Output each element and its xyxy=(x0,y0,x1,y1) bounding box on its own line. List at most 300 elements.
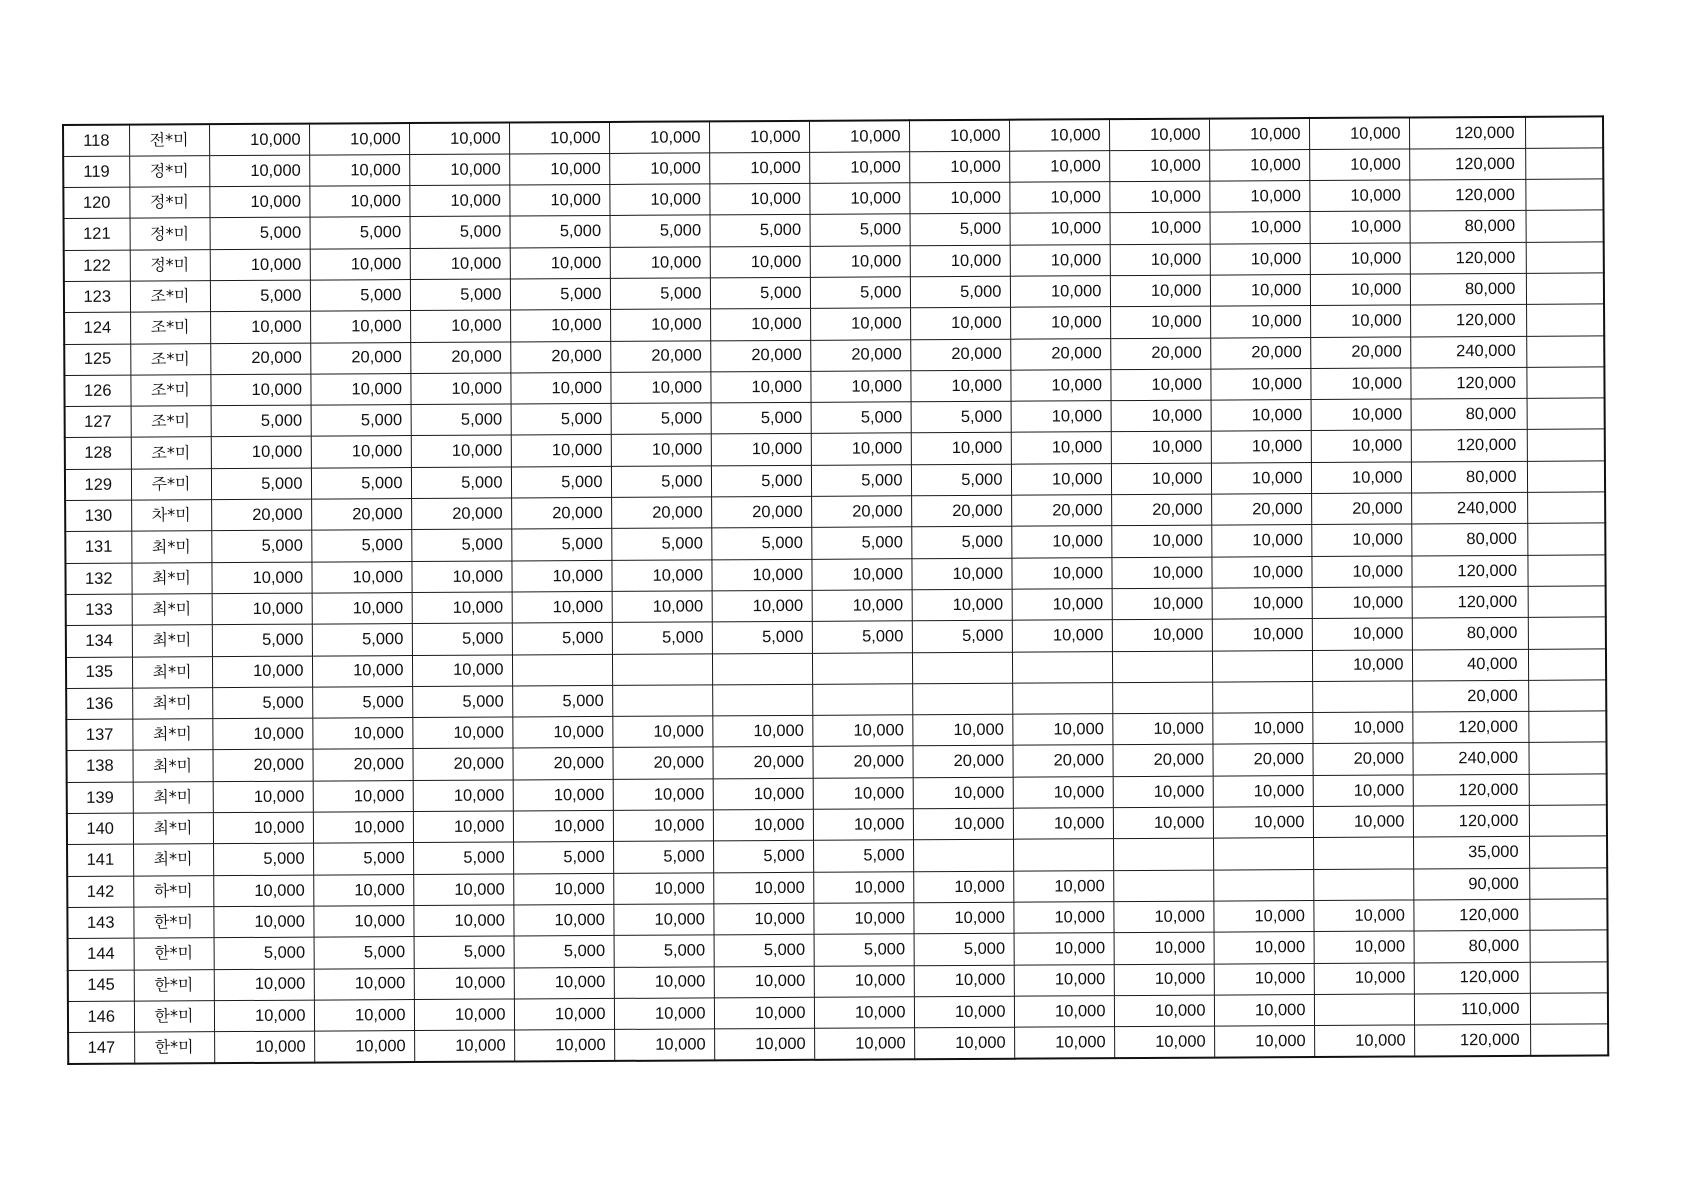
row-number-cell: 146 xyxy=(68,1001,134,1033)
monthly-amount-cell: 5,000 xyxy=(711,465,811,497)
monthly-amount-cell: 10,000 xyxy=(1013,776,1113,808)
monthly-amount-cell: 5,000 xyxy=(511,404,611,436)
monthly-amount-cell: 10,000 xyxy=(1010,307,1110,339)
row-number-cell: 123 xyxy=(64,281,130,313)
row-number-cell: 129 xyxy=(65,469,131,501)
monthly-amount-cell: 20,000 xyxy=(710,340,810,372)
row-number-cell: 141 xyxy=(67,844,133,876)
monthly-amount-cell: 10,000 xyxy=(411,561,511,593)
monthly-amount-cell: 10,000 xyxy=(309,123,409,155)
monthly-amount-cell: 10,000 xyxy=(1013,870,1113,902)
monthly-amount-cell: 10,000 xyxy=(1010,244,1110,276)
monthly-amount-cell: 10,000 xyxy=(409,185,509,217)
monthly-amount-cell xyxy=(812,684,912,716)
monthly-amount-cell: 10,000 xyxy=(414,968,514,1000)
remarks-cell xyxy=(1527,555,1605,587)
monthly-amount-cell: 10,000 xyxy=(1111,400,1211,432)
monthly-amount-cell: 10,000 xyxy=(1113,807,1213,839)
monthly-amount-cell: 10,000 xyxy=(910,245,1010,277)
donor-name-cell: 정*미 xyxy=(129,187,209,219)
monthly-amount-cell: 10,000 xyxy=(1211,556,1311,588)
monthly-amount-cell: 10,000 xyxy=(1314,962,1414,994)
remarks-cell xyxy=(1527,523,1605,555)
monthly-amount-cell: 20,000 xyxy=(612,747,712,779)
monthly-amount-cell xyxy=(512,654,612,686)
remarks-cell xyxy=(1526,335,1604,367)
monthly-amount-cell: 10,000 xyxy=(210,249,310,281)
row-number-cell: 127 xyxy=(65,406,131,438)
monthly-amount-cell: 5,000 xyxy=(210,280,310,312)
monthly-amount-cell: 10,000 xyxy=(509,153,609,185)
remarks-cell xyxy=(1529,899,1607,931)
monthly-amount-cell: 20,000 xyxy=(1212,744,1312,776)
monthly-amount-cell: 5,000 xyxy=(211,405,311,437)
monthly-amount-cell: 5,000 xyxy=(210,218,310,250)
monthly-amount-cell: 10,000 xyxy=(1014,964,1114,996)
monthly-amount-cell: 10,000 xyxy=(210,374,310,406)
monthly-amount-cell: 10,000 xyxy=(1010,213,1110,245)
row-number-cell: 126 xyxy=(64,375,130,407)
monthly-amount-cell: 20,000 xyxy=(1010,338,1110,370)
monthly-amount-cell: 10,000 xyxy=(1110,275,1210,307)
monthly-amount-cell: 10,000 xyxy=(312,718,412,750)
monthly-amount-cell: 10,000 xyxy=(710,371,810,403)
monthly-amount-cell: 10,000 xyxy=(612,716,712,748)
monthly-amount-cell: 10,000 xyxy=(1210,212,1310,244)
monthly-amount-cell: 10,000 xyxy=(1111,557,1211,589)
monthly-amount-cell: 10,000 xyxy=(711,559,811,591)
monthly-amount-cell: 10,000 xyxy=(514,967,614,999)
monthly-amount-cell: 10,000 xyxy=(812,590,912,622)
remarks-cell xyxy=(1530,930,1608,962)
monthly-amount-cell: 10,000 xyxy=(614,998,714,1030)
monthly-amount-cell: 10,000 xyxy=(1212,713,1312,745)
monthly-amount-cell: 10,000 xyxy=(513,873,613,905)
donor-name-cell: 조*미 xyxy=(131,437,211,469)
monthly-amount-cell: 10,000 xyxy=(810,245,910,277)
monthly-amount-cell: 10,000 xyxy=(914,996,1014,1028)
monthly-amount-cell: 20,000 xyxy=(911,495,1011,527)
monthly-amount-cell xyxy=(812,652,912,684)
monthly-amount-cell: 10,000 xyxy=(1113,901,1213,933)
monthly-amount-cell: 10,000 xyxy=(909,151,1009,183)
monthly-amount-cell: 10,000 xyxy=(513,779,613,811)
monthly-amount-cell: 10,000 xyxy=(1111,525,1211,557)
monthly-amount-cell: 10,000 xyxy=(414,1030,514,1062)
monthly-amount-cell: 20,000 xyxy=(712,747,812,779)
total-amount-cell: 120,000 xyxy=(1411,555,1527,587)
monthly-amount-cell: 10,000 xyxy=(1310,243,1410,275)
row-number-cell: 137 xyxy=(66,719,132,751)
donor-name-cell: 조*미 xyxy=(130,312,210,344)
donor-name-cell: 정*미 xyxy=(129,155,209,187)
total-amount-cell: 120,000 xyxy=(1414,1024,1530,1056)
monthly-amount-cell: 10,000 xyxy=(813,871,913,903)
row-number-cell: 135 xyxy=(66,657,132,689)
monthly-amount-cell: 10,000 xyxy=(1210,368,1310,400)
monthly-amount-cell xyxy=(1213,838,1313,870)
remarks-cell xyxy=(1526,210,1604,242)
monthly-amount-cell: 5,000 xyxy=(711,528,811,560)
monthly-amount-cell: 10,000 xyxy=(1310,274,1410,306)
monthly-amount-cell: 10,000 xyxy=(609,121,709,153)
total-amount-cell: 240,000 xyxy=(1412,743,1528,775)
monthly-amount-cell: 10,000 xyxy=(1111,432,1211,464)
monthly-amount-cell: 10,000 xyxy=(613,872,713,904)
monthly-amount-cell: 10,000 xyxy=(1311,462,1411,494)
monthly-amount-cell: 20,000 xyxy=(411,498,511,530)
monthly-amount-cell: 10,000 xyxy=(713,872,813,904)
row-number-cell: 124 xyxy=(64,312,130,344)
monthly-amount-cell: 10,000 xyxy=(211,562,311,594)
monthly-amount-cell: 20,000 xyxy=(512,748,612,780)
monthly-amount-cell: 10,000 xyxy=(713,903,813,935)
monthly-amount-cell: 10,000 xyxy=(809,183,909,215)
monthly-amount-cell: 10,000 xyxy=(514,998,614,1030)
monthly-amount-cell xyxy=(1012,651,1112,683)
monthly-amount-cell xyxy=(1113,870,1213,902)
monthly-amount-cell: 10,000 xyxy=(1314,1025,1414,1057)
monthly-amount-cell: 10,000 xyxy=(1114,995,1214,1027)
monthly-amount-cell: 5,000 xyxy=(612,622,712,654)
monthly-amount-cell: 5,000 xyxy=(611,528,711,560)
monthly-amount-cell xyxy=(913,840,1013,872)
monthly-amount-cell: 10,000 xyxy=(610,309,710,341)
monthly-amount-cell: 10,000 xyxy=(613,810,713,842)
monthly-amount-cell: 10,000 xyxy=(810,371,910,403)
monthly-amount-cell: 10,000 xyxy=(1212,587,1312,619)
row-number-cell: 125 xyxy=(64,344,130,376)
monthly-amount-cell: 10,000 xyxy=(1211,462,1311,494)
monthly-amount-cell: 10,000 xyxy=(609,153,709,185)
monthly-amount-cell: 20,000 xyxy=(1012,745,1112,777)
monthly-amount-cell: 20,000 xyxy=(1111,494,1211,526)
monthly-amount-cell: 5,000 xyxy=(310,217,410,249)
monthly-amount-cell: 10,000 xyxy=(209,124,309,156)
monthly-amount-cell xyxy=(712,684,812,716)
monthly-amount-cell: 20,000 xyxy=(811,496,911,528)
monthly-amount-cell: 20,000 xyxy=(510,341,610,373)
monthly-amount-cell: 10,000 xyxy=(714,1028,814,1060)
monthly-amount-cell: 10,000 xyxy=(1114,932,1214,964)
monthly-amount-cell: 10,000 xyxy=(310,373,410,405)
monthly-amount-cell: 10,000 xyxy=(613,904,713,936)
donor-name-cell: 최*미 xyxy=(133,750,213,782)
monthly-amount-cell: 10,000 xyxy=(509,185,609,217)
monthly-amount-cell: 5,000 xyxy=(512,623,612,655)
monthly-amount-cell: 5,000 xyxy=(614,935,714,967)
total-amount-cell: 80,000 xyxy=(1410,211,1526,243)
monthly-amount-cell: 10,000 xyxy=(209,186,309,218)
monthly-amount-cell: 10,000 xyxy=(512,717,612,749)
monthly-amount-cell: 10,000 xyxy=(1214,1026,1314,1058)
monthly-amount-cell: 5,000 xyxy=(713,841,813,873)
monthly-amount-cell: 10,000 xyxy=(1110,244,1210,276)
donor-name-cell: 조*미 xyxy=(131,406,211,438)
monthly-amount-cell: 10,000 xyxy=(410,373,510,405)
total-amount-cell: 80,000 xyxy=(1412,618,1528,650)
monthly-amount-cell: 10,000 xyxy=(1011,401,1111,433)
monthly-amount-cell: 10,000 xyxy=(709,183,809,215)
monthly-amount-cell: 20,000 xyxy=(212,750,312,782)
monthly-amount-cell: 10,000 xyxy=(410,248,510,280)
monthly-amount-cell: 20,000 xyxy=(711,496,811,528)
remarks-cell xyxy=(1526,273,1604,305)
monthly-amount-cell: 10,000 xyxy=(1011,463,1111,495)
remarks-cell xyxy=(1527,492,1605,524)
monthly-amount-cell: 20,000 xyxy=(1312,743,1412,775)
monthly-amount-cell: 20,000 xyxy=(312,749,412,781)
monthly-amount-cell: 10,000 xyxy=(513,904,613,936)
monthly-amount-cell xyxy=(1113,838,1213,870)
monthly-amount-cell: 10,000 xyxy=(1112,713,1212,745)
row-number-cell: 133 xyxy=(66,594,132,626)
monthly-amount-cell: 10,000 xyxy=(213,906,313,938)
monthly-amount-cell: 10,000 xyxy=(1310,368,1410,400)
total-amount-cell: 80,000 xyxy=(1411,398,1527,430)
total-amount-cell: 80,000 xyxy=(1411,524,1527,556)
monthly-amount-cell: 10,000 xyxy=(710,309,810,341)
donor-name-cell: 정*미 xyxy=(130,218,210,250)
monthly-amount-cell: 10,000 xyxy=(509,122,609,154)
row-number-cell: 144 xyxy=(68,938,134,970)
total-amount-cell: 90,000 xyxy=(1413,868,1529,900)
monthly-amount-cell: 10,000 xyxy=(312,593,412,625)
total-amount-cell: 120,000 xyxy=(1410,305,1526,337)
monthly-amount-cell: 10,000 xyxy=(1210,275,1310,307)
monthly-amount-cell: 20,000 xyxy=(211,499,311,531)
monthly-amount-cell: 10,000 xyxy=(1013,808,1113,840)
monthly-amount-cell: 10,000 xyxy=(611,434,711,466)
monthly-amount-cell: 10,000 xyxy=(313,905,413,937)
remarks-cell xyxy=(1528,742,1606,774)
monthly-amount-cell: 10,000 xyxy=(1014,933,1114,965)
monthly-amount-cell: 10,000 xyxy=(411,435,511,467)
monthly-amount-cell: 10,000 xyxy=(314,968,414,1000)
monthly-amount-cell: 10,000 xyxy=(214,969,314,1001)
monthly-amount-cell: 5,000 xyxy=(810,277,910,309)
monthly-amount-cell: 10,000 xyxy=(711,434,811,466)
monthly-amount-cell: 10,000 xyxy=(409,154,509,186)
total-amount-cell: 35,000 xyxy=(1413,837,1529,869)
total-amount-cell: 240,000 xyxy=(1411,492,1527,524)
monthly-amount-cell: 10,000 xyxy=(1109,150,1209,182)
monthly-amount-cell: 10,000 xyxy=(1010,276,1110,308)
remarks-cell xyxy=(1529,774,1607,806)
monthly-amount-cell: 10,000 xyxy=(1012,589,1112,621)
monthly-amount-cell: 10,000 xyxy=(511,435,611,467)
remarks-cell xyxy=(1526,304,1604,336)
monthly-amount-cell: 10,000 xyxy=(712,590,812,622)
monthly-amount-cell xyxy=(1212,681,1312,713)
monthly-amount-cell: 5,000 xyxy=(712,622,812,654)
donor-name-cell: 최*미 xyxy=(132,688,212,720)
monthly-amount-cell: 5,000 xyxy=(912,620,1012,652)
monthly-amount-cell: 10,000 xyxy=(412,717,512,749)
monthly-amount-cell xyxy=(1312,681,1412,713)
monthly-amount-cell: 10,000 xyxy=(1012,620,1112,652)
row-number-cell: 140 xyxy=(67,813,133,845)
monthly-amount-cell: 10,000 xyxy=(209,155,309,187)
donor-name-cell: 최*미 xyxy=(132,594,212,626)
remarks-cell xyxy=(1528,711,1606,743)
total-amount-cell: 120,000 xyxy=(1412,586,1528,618)
total-amount-cell: 120,000 xyxy=(1411,430,1527,462)
monthly-amount-cell: 10,000 xyxy=(913,871,1013,903)
remarks-cell xyxy=(1529,836,1607,868)
monthly-amount-cell: 20,000 xyxy=(210,343,310,375)
monthly-amount-cell: 5,000 xyxy=(311,467,411,499)
monthly-amount-cell: 10,000 xyxy=(510,310,610,342)
monthly-amount-cell: 10,000 xyxy=(213,875,313,907)
remarks-cell xyxy=(1525,179,1603,211)
monthly-amount-cell: 10,000 xyxy=(1312,712,1412,744)
monthly-amount-cell: 10,000 xyxy=(811,558,911,590)
monthly-amount-cell: 5,000 xyxy=(710,215,810,247)
remarks-cell xyxy=(1527,398,1605,430)
donor-name-cell: 주*미 xyxy=(131,468,211,500)
total-amount-cell: 120,000 xyxy=(1413,805,1529,837)
monthly-amount-cell: 10,000 xyxy=(210,311,310,343)
monthly-amount-cell: 20,000 xyxy=(910,339,1010,371)
monthly-amount-cell: 5,000 xyxy=(711,402,811,434)
monthly-amount-cell: 5,000 xyxy=(714,935,814,967)
monthly-amount-cell: 10,000 xyxy=(214,1000,314,1032)
monthly-amount-cell: 5,000 xyxy=(814,934,914,966)
monthly-amount-cell: 20,000 xyxy=(1211,494,1311,526)
monthly-amount-cell: 10,000 xyxy=(414,999,514,1031)
monthly-amount-cell: 10,000 xyxy=(211,437,311,469)
monthly-amount-cell: 10,000 xyxy=(914,965,1014,997)
monthly-amount-cell: 10,000 xyxy=(1110,306,1210,338)
monthly-amount-cell: 10,000 xyxy=(212,593,312,625)
remarks-cell xyxy=(1526,242,1604,274)
monthly-amount-cell: 5,000 xyxy=(414,936,514,968)
monthly-amount-cell xyxy=(912,683,1012,715)
monthly-amount-cell: 10,000 xyxy=(1214,994,1314,1026)
monthly-amount-cell: 10,000 xyxy=(213,781,313,813)
total-amount-cell: 120,000 xyxy=(1412,711,1528,743)
monthly-amount-cell: 5,000 xyxy=(511,529,611,561)
total-amount-cell: 120,000 xyxy=(1409,117,1525,149)
monthly-amount-cell: 10,000 xyxy=(1210,243,1310,275)
monthly-amount-cell: 10,000 xyxy=(813,777,913,809)
monthly-amount-cell: 10,000 xyxy=(310,311,410,343)
monthly-amount-cell: 10,000 xyxy=(1313,900,1413,932)
monthly-amount-cell: 5,000 xyxy=(410,216,510,248)
monthly-amount-cell: 10,000 xyxy=(1209,149,1309,181)
donor-name-cell: 차*미 xyxy=(131,500,211,532)
monthly-amount-cell: 5,000 xyxy=(212,687,312,719)
monthly-amount-cell: 10,000 xyxy=(809,120,909,152)
monthly-amount-cell: 10,000 xyxy=(413,811,513,843)
monthly-amount-cell: 5,000 xyxy=(212,624,312,656)
row-number-cell: 118 xyxy=(63,125,129,157)
row-number-cell: 120 xyxy=(63,187,129,219)
monthly-amount-cell: 5,000 xyxy=(312,624,412,656)
total-amount-cell: 120,000 xyxy=(1413,774,1529,806)
monthly-amount-cell: 10,000 xyxy=(510,372,610,404)
monthly-amount-cell: 5,000 xyxy=(412,686,512,718)
monthly-amount-cell: 5,000 xyxy=(914,933,1014,965)
remarks-cell xyxy=(1529,805,1607,837)
donor-name-cell: 최*미 xyxy=(131,562,211,594)
total-amount-cell: 120,000 xyxy=(1413,899,1529,931)
monthly-amount-cell: 10,000 xyxy=(1112,619,1212,651)
monthly-amount-cell: 5,000 xyxy=(911,527,1011,559)
monthly-amount-cell: 10,000 xyxy=(910,307,1010,339)
monthly-amount-cell xyxy=(1313,869,1413,901)
donor-name-cell: 최*미 xyxy=(133,844,213,876)
remarks-cell xyxy=(1528,648,1606,680)
monthly-amount-cell: 10,000 xyxy=(412,592,512,624)
monthly-amount-cell: 10,000 xyxy=(514,1030,614,1062)
remarks-cell xyxy=(1530,1024,1608,1056)
remarks-cell xyxy=(1527,461,1605,493)
remarks-cell xyxy=(1526,367,1604,399)
monthly-amount-cell: 5,000 xyxy=(312,686,412,718)
monthly-amount-cell: 10,000 xyxy=(1209,181,1309,213)
monthly-amount-cell: 20,000 xyxy=(810,339,910,371)
row-number-cell: 131 xyxy=(65,531,131,563)
monthly-amount-cell: 5,000 xyxy=(412,623,512,655)
monthly-amount-cell xyxy=(612,653,712,685)
row-number-cell: 119 xyxy=(63,156,129,188)
monthly-amount-cell: 5,000 xyxy=(610,278,710,310)
monthly-amount-cell: 10,000 xyxy=(709,121,809,153)
donor-name-cell: 전*미 xyxy=(129,124,209,156)
monthly-amount-cell: 10,000 xyxy=(1213,900,1313,932)
monthly-amount-cell: 10,000 xyxy=(1009,150,1109,182)
row-number-cell: 122 xyxy=(64,250,130,282)
total-amount-cell: 120,000 xyxy=(1410,367,1526,399)
monthly-amount-cell: 10,000 xyxy=(1313,775,1413,807)
donor-name-cell: 조*미 xyxy=(130,343,210,375)
monthly-amount-cell: 5,000 xyxy=(813,840,913,872)
monthly-amount-cell: 5,000 xyxy=(411,467,511,499)
row-number-cell: 132 xyxy=(65,563,131,595)
donor-name-cell: 한*미 xyxy=(134,1000,214,1032)
monthly-amount-cell: 10,000 xyxy=(310,248,410,280)
monthly-amount-cell: 10,000 xyxy=(1111,463,1211,495)
remarks-cell xyxy=(1525,116,1603,148)
row-number-cell: 128 xyxy=(65,438,131,470)
remarks-cell xyxy=(1527,429,1605,461)
remarks-cell xyxy=(1530,961,1608,993)
monthly-amount-cell: 10,000 xyxy=(1311,430,1411,462)
monthly-amount-cell: 10,000 xyxy=(1010,370,1110,402)
total-amount-cell: 240,000 xyxy=(1410,336,1526,368)
monthly-amount-cell: 10,000 xyxy=(614,966,714,998)
monthly-amount-cell: 10,000 xyxy=(1209,118,1309,150)
monthly-amount-cell: 10,000 xyxy=(611,560,711,592)
monthly-amount-cell: 5,000 xyxy=(811,527,911,559)
monthly-amount-cell: 10,000 xyxy=(911,433,1011,465)
monthly-amount-cell: 10,000 xyxy=(714,997,814,1029)
monthly-amount-cell: 20,000 xyxy=(310,342,410,374)
monthly-amount-cell: 5,000 xyxy=(310,280,410,312)
monthly-amount-cell: 10,000 xyxy=(1109,181,1209,213)
donor-name-cell: 최*미 xyxy=(133,781,213,813)
monthly-amount-cell: 5,000 xyxy=(313,843,413,875)
monthly-amount-cell: 5,000 xyxy=(314,937,414,969)
monthly-amount-cell: 5,000 xyxy=(611,466,711,498)
monthly-amount-cell: 5,000 xyxy=(214,937,314,969)
monthly-amount-cell: 10,000 xyxy=(213,812,313,844)
monthly-amount-cell: 20,000 xyxy=(412,748,512,780)
monthly-amount-cell: 10,000 xyxy=(1110,369,1210,401)
monthly-amount-cell: 10,000 xyxy=(714,966,814,998)
